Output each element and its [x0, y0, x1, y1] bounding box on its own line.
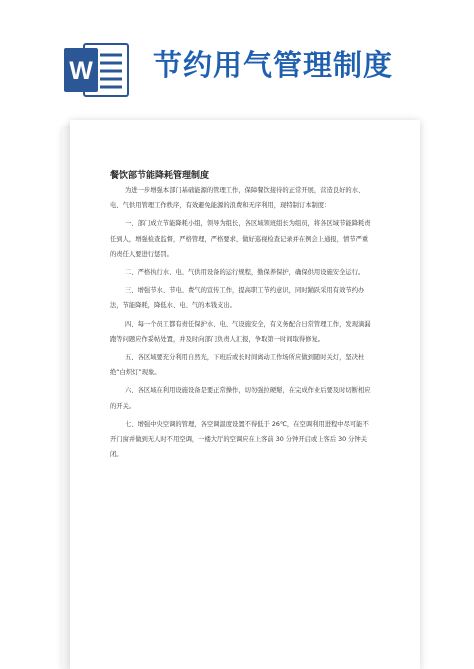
paragraph-intro: 为进一步增强本部门基础能源的管理工作，保障餐饮接待的正常开展，营造良好的水、电、气供用管理工作秩序，有效避免能源的浪费和无序利用，现特制订本制度：	[110, 187, 365, 210]
paragraph-4: 四、每一个员工都有责任保护水、电、气设施安全，有义务配合日常管理工作，发现滴漏跑等问题应作妥帖处置，并及时向部门负责人汇报，争取第一时间取得修复。	[110, 320, 371, 343]
paragraph-7: 七、增强中央空调的管理，各空调温度设置不得低于 26℃，在空调利用进程中尽可能不开门窗并做到无人时不用空调，一楼大厅的空调应在上客前 30 分钟开启或上客后 30 分钟关闭。	[110, 420, 369, 459]
word-icon-letter: W	[69, 57, 93, 85]
document-body	[110, 183, 372, 465]
banner-title: 节约用气管理制度	[153, 48, 394, 82]
word-document-icon	[62, 42, 130, 98]
paragraph-6: 六、各区域在利用设施设备是要正常操作，切勿强拉硬掰，在完成作业后要及时切断相应的开关。	[110, 387, 371, 410]
banner	[0, 0, 474, 115]
paragraph-5: 五、各区域要充分利用自然光，下班后或长时间离动工作场所应做到随时关灯，坚决杜绝“白炽灯”现象。	[110, 354, 365, 377]
paragraph-3: 三、增强节水、节电、费气的宣传工作，提高职工节约意识，同时踊跃采用有效节约办法，节能降耗，降低水、电、气的本钱支出。	[110, 287, 365, 310]
document-title: 餐饮部节能降耗管理制度	[110, 171, 210, 181]
paragraph-2: 二、严格执行水、电、气供用设备的运行规程，勤保养保护，确保供用设施安全运行。	[125, 269, 365, 277]
paragraph-1: 一、部门成立节能降耗小组，领导为组长，各区域领班组长为组员，将各区域节能降耗责任到人，增强检查监督，严格管理，严格要求，做好巡视检查记录并在例会上通报，情节严重的责任人要进行惩罚。	[110, 220, 371, 258]
